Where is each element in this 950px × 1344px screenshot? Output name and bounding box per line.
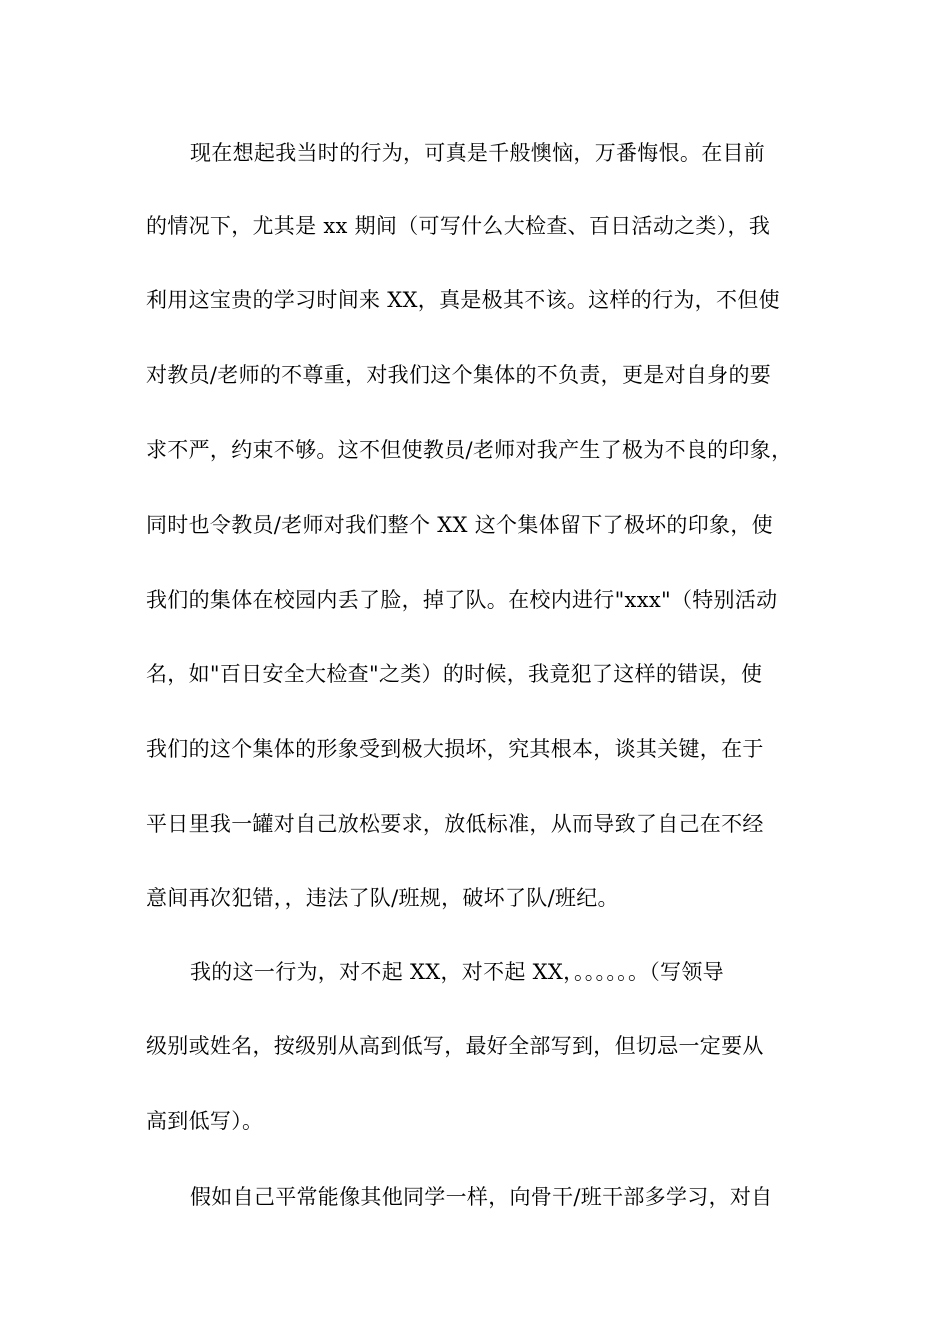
paragraph-1-line-8: 名，如"百日安全大检查"之类）的时候，我竟犯了这样的错误，使 [146,662,763,686]
paragraph-1-line-6: 同时也令教员/老师对我们整个 XX 这个集体留下了极坏的印象，使 [146,513,773,537]
paragraph-2-line-1: 我的这一行为，对不起 XX，对不起 XX，。。。。。。（写领导 [190,960,724,984]
paragraph-2-line-3: 高到低写）。 [146,1109,264,1133]
paragraph-1-line-2: 的情况下，尤其是 xx 期间（可写什么大检查、百日活动之类），我 [146,214,771,238]
paragraph-1-line-9: 我们的这个集体的形象受到极大损坏，究其根本，谈其关键，在于 [146,737,764,761]
paragraph-1-line-5: 求不严，约束不够。这不但使教员/老师对我产生了极为不良的印象， [146,438,793,462]
paragraph-1-line-10: 平日里我一罐对自己放松要求，放低标准，从而导致了自己在不经 [146,812,764,836]
paragraph-1-line-3: 利用这宝贵的学习时间来 XX，真是极其不该。这样的行为，不但使 [146,288,780,312]
paragraph-1-line-11: 意间再次犯错，，违法了队/班规，破坏了队/班纪。 [146,886,619,910]
paragraph-1-line-1: 现在想起我当时的行为，可真是千般懊恼，万番悔恨。在目前 [190,141,766,165]
paragraph-2-line-2: 级别或姓名，按级别从高到低写，最好全部写到，但切忌一定要从 [146,1034,764,1058]
paragraph-1-line-7: 我们的集体在校园内丢了脸，掉了队。在校内进行"xxx"（特别活动 [146,588,778,612]
paragraph-1-line-4: 对教员/老师的不尊重，对我们这个集体的不负责，更是对自身的要 [146,363,772,387]
paragraph-3-line-1: 假如自己平常能像其他同学一样，向骨干/班干部多学习，对自 [190,1185,773,1209]
